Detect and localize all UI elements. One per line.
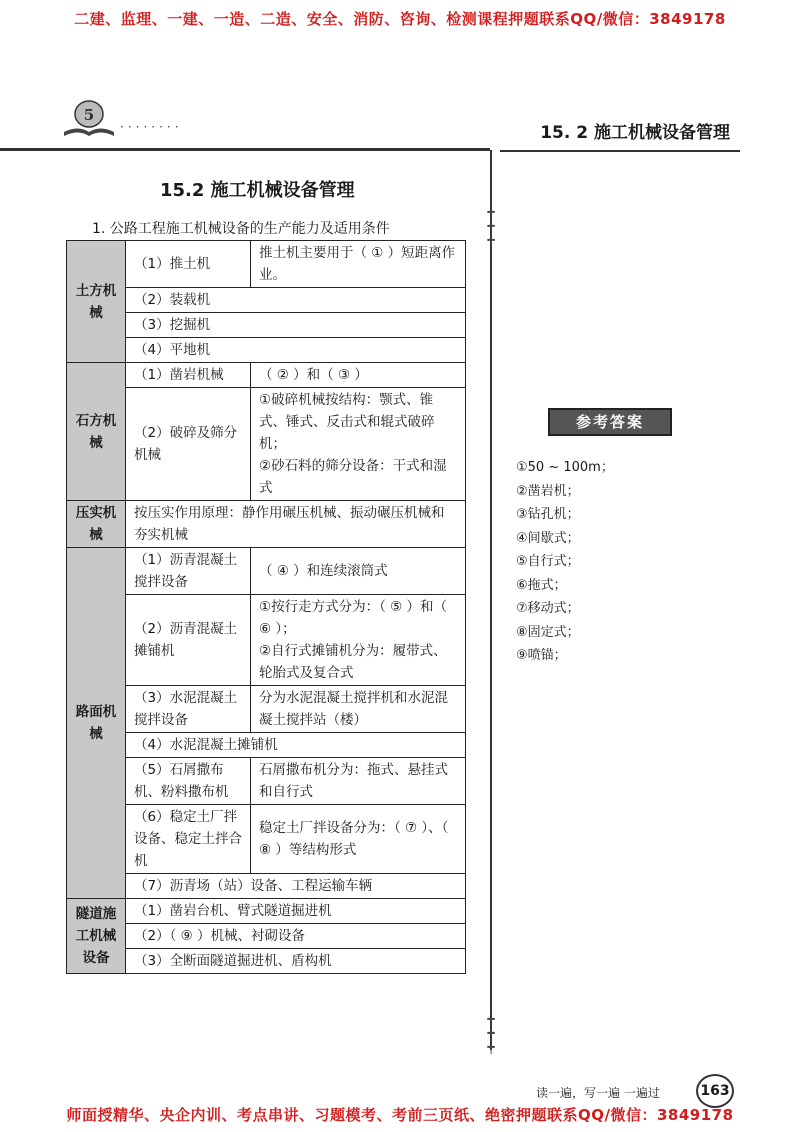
table-cell: （ ② ）和（ ③ ）: [251, 363, 466, 388]
table-cell: （4）平地机: [126, 338, 466, 363]
category-road: 路面机械: [67, 548, 126, 899]
table-cell: （3）挖掘机: [126, 313, 466, 338]
table-cell: （4）水泥混凝土摊铺机: [126, 733, 466, 758]
table-cell: [251, 595, 466, 686]
category-stonework: 石方机械: [67, 363, 126, 501]
answers-title: 参考答案: [548, 408, 672, 436]
page-number: 163: [696, 1074, 734, 1108]
table-cell: （2）（ ⑨ ）机械、衬砌设备: [126, 924, 466, 949]
page-title: 15.2 施工机械设备管理: [160, 180, 355, 201]
table-cell: （7）沥青场（站）设备、工程运输车辆: [126, 874, 466, 899]
answer-item: ③钻孔机；: [516, 507, 580, 522]
table-cell: （1）沥青混凝土搅拌设备: [126, 548, 251, 595]
table-cell: 石屑撒布机分为：拖式、悬挂式和自行式: [251, 758, 466, 805]
table-caption: 1. 公路工程施工机械设备的生产能力及适用条件: [92, 221, 390, 237]
svg-text:5: 5: [83, 106, 95, 124]
table-cell: 按压实作用原理：静作用碾压机械、振动碾压机械和夯实机械: [126, 501, 466, 548]
answer-item: ⑨喷锚；: [516, 648, 567, 663]
table-cell: 推土机主要用于（ ① ）短距离作业。: [251, 241, 466, 288]
answer-item: ①50 ~ 100m；: [516, 460, 614, 475]
answer-item: ②凿岩机；: [516, 483, 580, 499]
table-cell: （2）装载机: [126, 288, 466, 313]
section-label: 15. 2 施工机械设备管理: [540, 123, 730, 143]
page-spine: [490, 150, 492, 1050]
spine-mark-top: ┿ ┿ ┿: [487, 205, 495, 247]
header-rule-right: [500, 150, 740, 152]
table-cell: （2）破碎及筛分机械: [126, 388, 251, 501]
cell-line: ②自行式摊铺机分为：履带式、轮胎式及复合式: [259, 643, 447, 681]
table-cell: （1）凿岩机械: [126, 363, 251, 388]
table-cell: （1）凿岩台机、臂式隧道掘进机: [126, 899, 466, 924]
cell-line: ①按行走方式分为：（ ⑤ ）和（ ⑥ ）；: [259, 599, 448, 637]
category-compaction: 压实机械: [67, 501, 126, 548]
header-dots: ········: [120, 120, 183, 134]
table-cell: 分为水泥混凝土搅拌机和水泥混凝土搅拌站（楼）: [251, 686, 466, 733]
table-cell: （ ④ ）和连续滚筒式: [251, 548, 466, 595]
answer-item: ⑥拖式；: [516, 577, 567, 593]
header-rule: [0, 148, 490, 151]
book-logo-icon: [60, 98, 118, 140]
answer-item: ⑧固定式；: [516, 624, 580, 640]
spine-mark-bottom: ┿ ┿ ┿: [487, 1012, 495, 1054]
category-earthwork: 土方机械: [67, 241, 126, 363]
table-cell: （6）稳定土厂拌设备、稳定土拌合机: [126, 805, 251, 874]
table-cell: （3）水泥混凝土搅拌设备: [126, 686, 251, 733]
table-cell: [251, 388, 466, 501]
footer-slogan: 读一遍，写一遍 一遍过: [536, 1086, 660, 1100]
table-cell: （3）全断面隧道掘进机、盾构机: [126, 949, 466, 974]
answers-list: [516, 456, 614, 668]
cell-line: ①破碎机械按结构：颚式、锥式、锤式、反击式和辊式破碎机；: [259, 392, 435, 452]
bottom-banner: 师面授精华、央企内训、考点串讲、习题模考、考前三页纸、绝密押题联系QQ/微信：3849178: [66, 1106, 734, 1124]
answer-item: ⑦移动式；: [516, 601, 580, 616]
machinery-table: [66, 240, 466, 974]
answer-item: ⑤自行式；: [516, 554, 580, 569]
table-cell: 稳定土厂拌设备分为：（ ⑦ ）、（ ⑧ ）等结构形式: [251, 805, 466, 874]
table-cell: （5）石屑撒布机、粉料撒布机: [126, 758, 251, 805]
answer-box: [548, 408, 678, 436]
table-cell: （1）推土机: [126, 241, 251, 288]
top-banner: 二建、监理、一建、一造、二造、安全、消防、咨询、检测课程押题联系QQ/微信：3849178: [74, 10, 726, 28]
answer-item: ④间歇式；: [516, 530, 580, 546]
cell-line: ②砂石料的筛分设备：干式和湿式: [259, 458, 447, 496]
table-cell: （2）沥青混凝土摊铺机: [126, 595, 251, 686]
category-tunnel: 隧道施工机械设备: [67, 899, 126, 974]
